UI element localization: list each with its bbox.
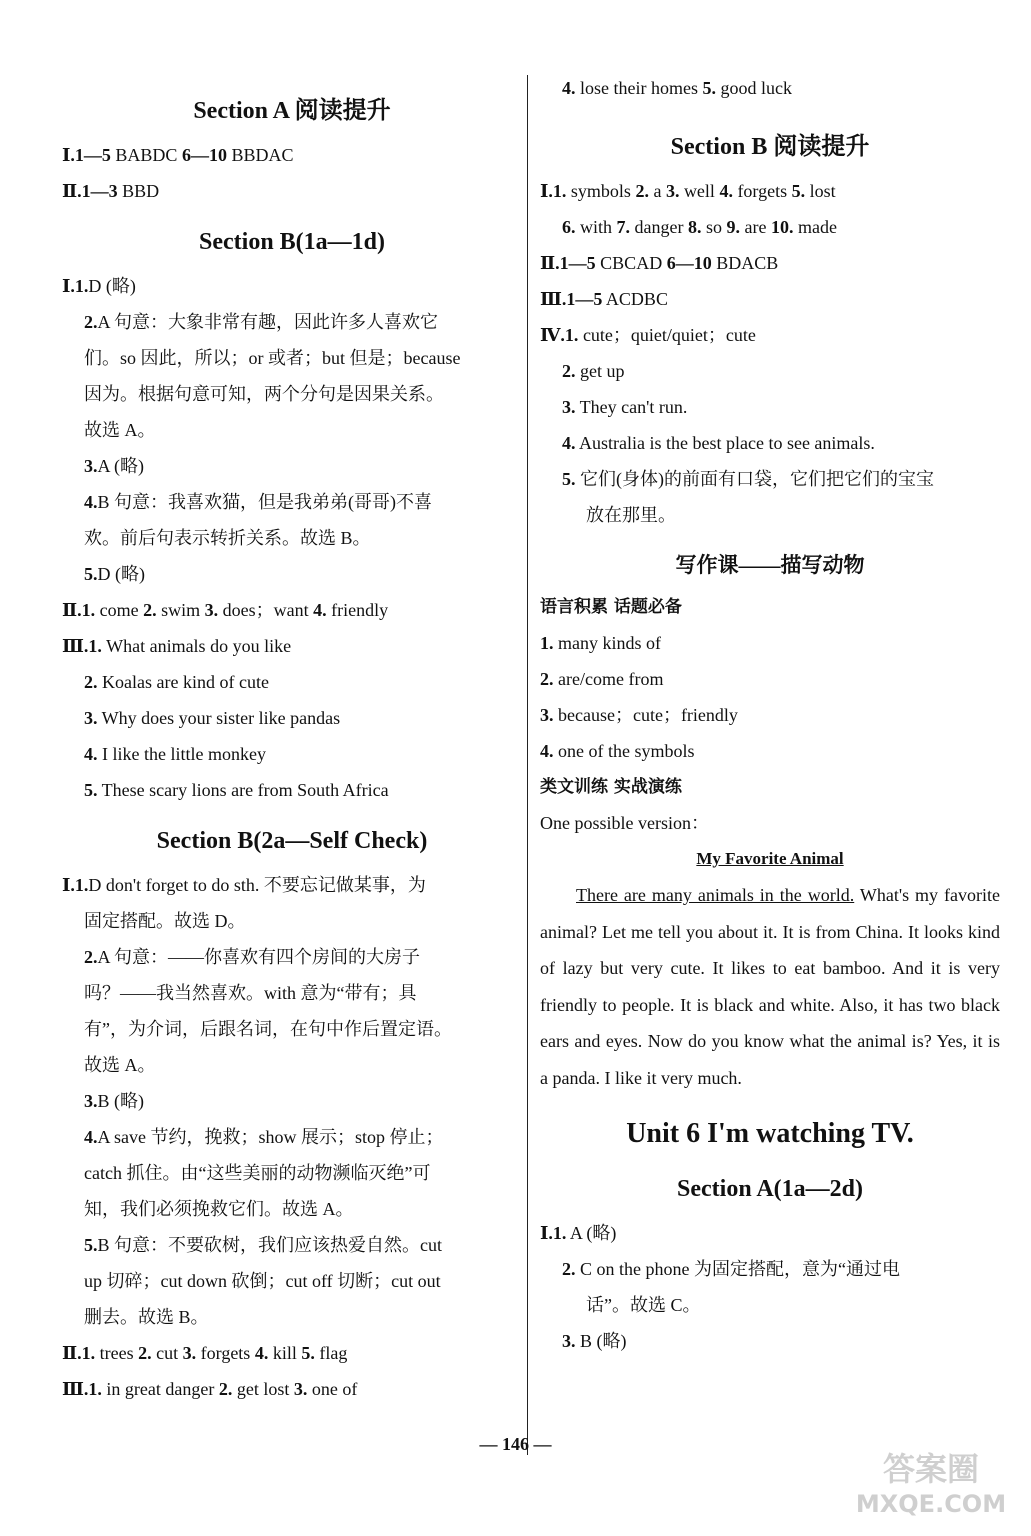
answer-line: 3. B (略) [562,1331,627,1351]
essay-title: My Favorite Animal [696,849,844,868]
subheading-training: 类文训练 实战演练 [540,777,682,797]
answer-line: 2. C on the phone 为固定搭配，意为“通过电 [562,1259,900,1279]
heading-section-b-1a-1d: Section B(1a—1d) [199,229,385,255]
answer-line: 5. 它们(身体)的前面有口袋，它们把它们的宝宝 [562,469,934,489]
answer-line: 3. Why does your sister like pandas [84,708,341,728]
answer-line: Ⅲ.1. in great danger 2. get lost 3. one of [62,1379,358,1399]
answer-line: 删去。故选 B。 [84,1307,209,1327]
left-column [62,70,522,1407]
answer-line: Ⅱ.1—3 BBD [62,181,160,201]
answer-line: 话”。故选 C。 [586,1295,701,1315]
answer-line: 5.B 句意：不要砍树，我们应该热爱自然。cut [84,1235,442,1255]
answer-line: 3. because；cute；friendly [540,705,738,725]
answer-line: catch 抓住。由“这些美丽的动物濒临灭绝”可 [84,1163,431,1183]
answer-line: 2.A 句意：大象非常有趣，因此许多人喜欢它 [84,312,439,332]
answer-line: 2. get up [562,361,625,381]
answer-line: 因为。根据句意可知，两个分句是因果关系。 [84,384,444,404]
answer-line: 5. These scary lions are from South Africa [84,780,389,800]
answer-line: 有”，为介词，后跟名词，在句中作后置定语。 [84,1019,452,1039]
right-column [540,70,1000,1359]
answer-line: Ⅰ.1.D don't forget to do sth. 不要忘记做某事，为 [62,875,426,895]
answer-line: 4. Australia is the best place to see animals. [562,433,875,453]
answer-line: Ⅰ.1. symbols 2. a 3. well 4. forgets 5. lost [540,181,836,201]
answer-line: 4.A save 节约，挽救；show 展示；stop 停止； [84,1127,444,1147]
answer-line: 故选 A。 [84,420,156,440]
answer-line: Ⅲ.1. What animals do you like [62,636,292,656]
page-number: — 146 — [479,1434,552,1454]
answer-line: 2.A 句意：——你喜欢有四个房间的大房子 [84,947,421,967]
answer-line: 欢。前后句表示转折关系。故选 B。 [84,528,371,548]
one-possible-version: One possible version： [540,813,709,833]
unit-title: Unit 6 I'm watching TV. [626,1118,914,1149]
answer-line: Ⅱ.1. come 2. swim 3. does；want 4. friendly [62,600,389,620]
answer-line: 知，我们必须挽救它们。故选 A。 [84,1199,354,1219]
answer-line: 1. many kinds of [540,633,661,653]
essay-body [540,877,1000,1096]
answer-line: 2. are/come from [540,669,664,689]
answer-line: 4.B 句意：我喜欢猫，但是我弟弟(哥哥)不喜 [84,492,432,512]
answer-line: 2. Koalas are kind of cute [84,672,269,692]
answer-line: 吗？——我当然喜欢。with 意为“带有；具 [84,983,417,1003]
answer-line: 5.D (略) [84,564,145,584]
answer-line: 6. with 7. danger 8. so 9. are 10. made [562,217,837,237]
answer-line: 3.B (略) [84,1091,144,1111]
answer-line: 4. I like the little monkey [84,744,266,764]
answer-line: 4. one of the symbols [540,741,695,761]
watermark-text-1: 答案圈 [882,1450,980,1488]
heading-section-a-reading: Section A 阅读提升 [193,98,391,124]
answer-line: Ⅱ.1. trees 2. cut 3. forgets 4. kill 5. flag [62,1343,348,1363]
essay-first-sentence: There are many animals in the world. [576,885,855,905]
answer-line: Ⅰ.1. A (略) [540,1223,617,1243]
answer-line: Ⅰ.1—5 BABDC 6—10 BBDAC [62,145,294,165]
answer-line: 们。so 因此，所以；or 或者；but 但是；because [84,348,461,368]
answer-line: 4. lose their homes 5. good luck [562,78,792,98]
heading-section-b-reading: Section B 阅读提升 [670,134,870,160]
answer-line: Ⅲ.1—5 ACDBC [540,289,668,309]
answer-line: 放在那里。 [586,505,676,525]
answer-line: Ⅱ.1—5 CBCAD 6—10 BDACB [540,253,779,273]
heading-section-a-1a-2d: Section A(1a—2d) [677,1176,863,1202]
watermark-text-2: MXQE.COM [855,1490,1007,1518]
answer-line: Ⅳ.1. cute；quiet/quiet；cute [540,325,756,345]
heading-section-b-2a-self-check: Section B(2a—Self Check) [156,828,428,854]
column-divider [527,75,528,1455]
answer-line: 3. They can't run. [562,397,688,417]
answer-line: 故选 A。 [84,1055,156,1075]
watermark-logo [851,1442,1011,1522]
essay-rest: What's my favorite animal? Let me tell you about it. It is from China. It looks kind of lazy but very cute. It likes to eat bamboo. And it is very friendly to people. It is black and white. Also, it has two black ears and eyes. Now do you know what the animal is? Yes, it is a panda. I like it very much. [540,885,1000,1088]
heading-writing-lesson: 写作课——描写动物 [675,553,865,577]
answer-line: 3.A (略) [84,456,144,476]
subheading-language: 语言积累 话题必备 [540,597,682,617]
answer-line: Ⅰ.1.D (略) [62,276,136,296]
answer-line: 固定搭配。故选 D。 [84,911,246,931]
answer-line: up 切碎；cut down 砍倒；cut off 切断；cut out [84,1271,441,1291]
